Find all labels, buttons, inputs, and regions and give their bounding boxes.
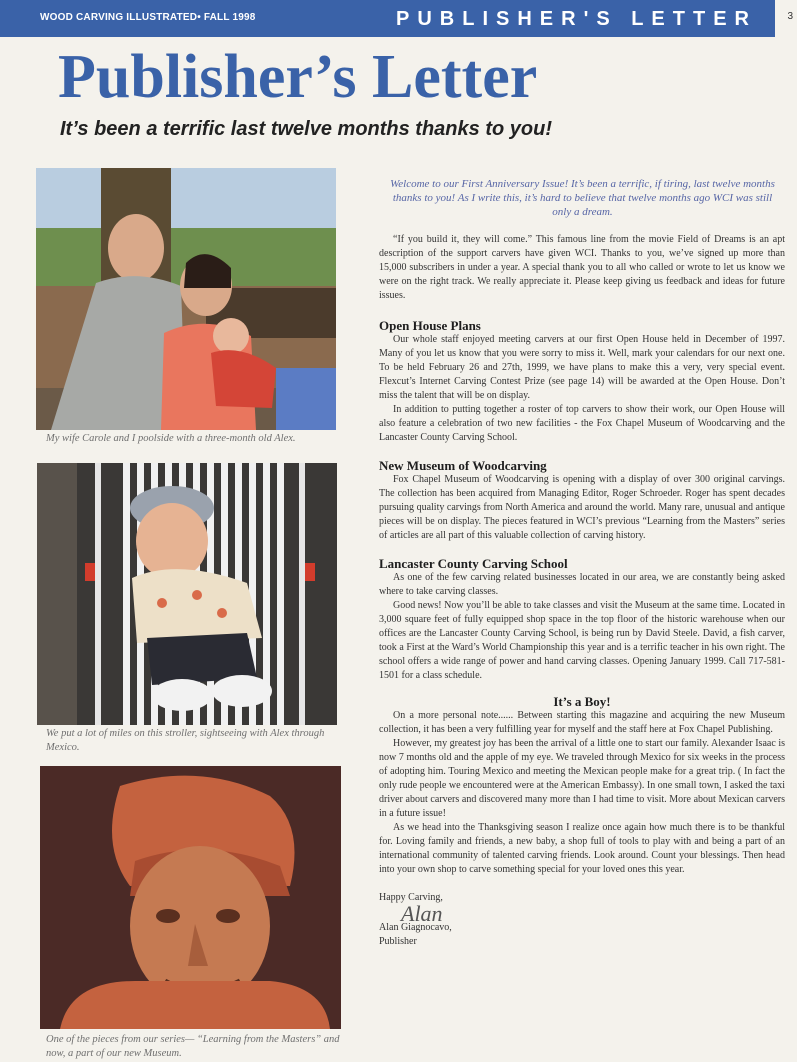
page-title: Publisher’s Letter bbox=[58, 43, 538, 111]
paragraph-field-of-dreams: “If you build it, they will come.” This famous line from the movie Field of Dreams is an apt description of the support carvers have given WCI. Thanks to you, we’ve signed up more than 15,000 subscribers in under a year. A special thank you to all who called or wrote to let us know we were on the right track. We really appreciate it. Please keep giving us feedback and ideas for future issues. bbox=[379, 234, 785, 301]
caption-photo-2: We put a lot of miles on this stroller, sightseeing with Alex through Mexico. bbox=[46, 728, 325, 754]
header-bar bbox=[0, 0, 775, 37]
carving-photo-illustration bbox=[40, 766, 341, 1029]
paragraph-personal-2: However, my greatest joy has been the arrival of a little one to start our family. Alexander Isaac is now 7 months old and the apple of my eye. We traveled through Mexico for six weeks in the process of adopting him. Touring Mexico and meeting the Mexican people make for a great trip. ( In fact the only rude people we encountered were at the American Embassy). In one small town, I asked the taxi driver about carvers and discovered many more than I had time to visit. More about Mexican carvers in a future issue! bbox=[379, 738, 785, 819]
family-photo-illustration bbox=[36, 168, 336, 430]
paragraph-school-1: As one of the few carving related businesses located in our area, we are constantly being asked where to take carving classes. bbox=[379, 572, 785, 597]
paragraph-school-2: Good news! Now you’ll be able to take classes and visit the Museum at the same time. Located in 3,000 square feet of fully equipped shop space in the top floor of the historic warehouse when our offices are the Lancaster County Carving School, is being run by David Steele. David, a fish carver, took a First at the Ward’s World Championship this year and is a terrific teacher in his own right. The school offers a wide range of power and hand carving classes. Opening January 1999. Call 717-581-1501 for a class schedule. bbox=[379, 600, 785, 681]
section-label: PUBLISHER'S LETTER bbox=[396, 8, 757, 30]
caption-photo-1: My wife Carole and I poolside with a three-month old Alex. bbox=[46, 433, 296, 444]
closing-line: Happy Carving, bbox=[379, 892, 443, 903]
page-number: 3 bbox=[787, 11, 793, 22]
photo-family-poolside bbox=[36, 168, 336, 430]
paragraph-museum: Fox Chapel Museum of Woodcarving is opening with a display of over 300 original carvings. The collection has been acquired from Managing Editor, Roger Schroeder. Roger has spent decades pursuing quality carvings from North America and around the world. Many rare, unusual and antique pieces will be on display. The pieces featured in WCI’s previous “Learning from the Masters” series of articles are all part of this valuable collection of carving history. bbox=[379, 474, 785, 541]
issue-label: WOOD CARVING ILLUSTRATED• FALL 1998 bbox=[40, 12, 256, 23]
article-body bbox=[379, 233, 785, 949]
heading-its-a-boy: It’s a Boy! bbox=[553, 694, 611, 709]
author-role: Publisher bbox=[379, 936, 417, 947]
photo-baby-stroller bbox=[37, 463, 337, 725]
stroller-photo-illustration bbox=[37, 463, 337, 725]
paragraph-open-house-2: In addition to putting together a roster of top carvers to show their work, our Open House will also feature a celebration of two new facilities - the Fox Chapel Museum of Woodcarving and the Lancaster County Carving School. bbox=[379, 404, 785, 443]
paragraph-personal-1: On a more personal note...... Between starting this magazine and acquiring the new Museum collection, it has been a very fulfilling year for myself and the staff here at Fox Chapel Publishing. bbox=[379, 710, 785, 735]
author-name: Alan Giagnocavo, bbox=[379, 922, 452, 933]
signature: Alan bbox=[401, 901, 443, 926]
caption-photo-3: One of the pieces from our series— “Learning from the Masters” and now, a part of our new Museum. bbox=[46, 1034, 340, 1060]
photo-carving bbox=[40, 766, 341, 1029]
heading-museum: New Museum of Woodcarving bbox=[379, 458, 547, 473]
heading-school: Lancaster County Carving School bbox=[379, 556, 568, 571]
paragraph-open-house-1: Our whole staff enjoyed meeting carvers at our first Open House held in December of 1997. Many of you let us know that you were sorry to miss it. Well, mark your calendars for our next one. To be held February 26 and 27th, 1999, we have plans to make this a very, very special event. Flexcut’s Internet Carving Contest Prize (see page 14) will be awarded at the Open House. Don’t miss the talent that will be on display. bbox=[379, 334, 785, 401]
page-subtitle: It’s been a terrific last twelve months thanks to you! bbox=[60, 118, 552, 140]
paragraph-personal-3: As we head into the Thanksgiving season I realize once again how much there is to be thankful for. Loving family and friends, a new baby, a shop full of tools to play with and being a part of an international community of talented carving friends. Look around. Count your blessings. Then head into your own shop to carve something special for your loved ones this year. bbox=[379, 822, 785, 875]
intro-paragraph: Welcome to our First Anniversary Issue! It’s been a terrific, if tiring, last twelve months thanks to you! As I write this, it’s hard to believe that twelve months ago WCI was still only a dream. bbox=[390, 178, 775, 218]
heading-open-house: Open House Plans bbox=[379, 318, 481, 333]
